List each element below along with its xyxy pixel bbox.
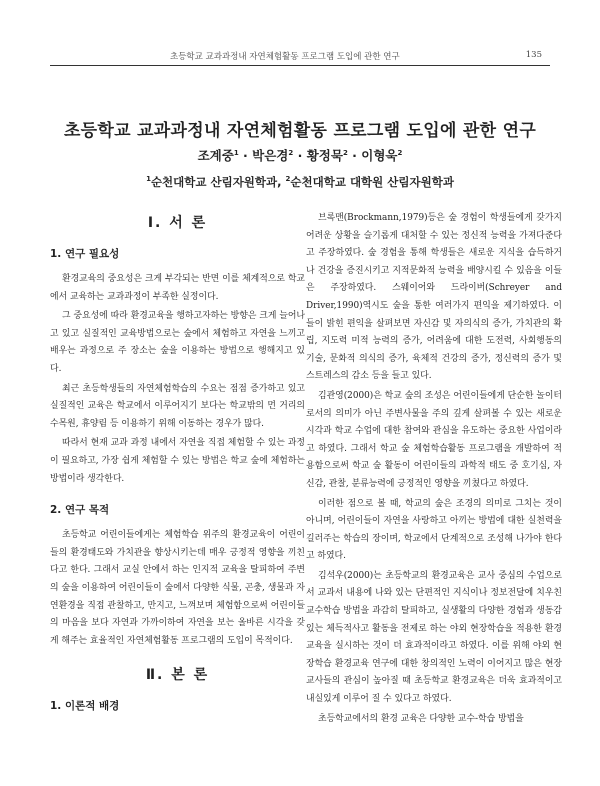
page-number: 135 <box>525 50 542 60</box>
author-separator: · <box>347 148 362 163</box>
body-paragraph: 김관영(2000)은 학교 숲의 조성은 어린이들에게 단순한 놀이터로서의 의미가 아닌 주변사물을 주의 깊게 살펴볼 수 있는 새로운 시각과 학교 수업에 대한 참여와 관심을 유도하는 중요한 사업이라고 하였다. 그래서 학교 숲 체험학습활동 프로그램을 개발하여 적용함으로써 학교 숲 활동이 어린이들의 과학적 태도 중 호기심, 자신감, 관찰, 분류능력에 긍정적인 영향을 끼쳤다고 하였다. <box>306 390 562 489</box>
author-name: 박은경 <box>252 148 289 163</box>
author-affiliation-mark: 1 <box>233 149 239 157</box>
running-head-title: 초등학교 교과과정내 자연체험활동 프로그램 도입에 관한 연구 <box>170 52 400 62</box>
section-heading: Ⅰ. 서 론 <box>147 215 208 231</box>
subsection-heading: 1. 이론적 배경 <box>50 700 120 713</box>
author-name: 황정묵 <box>306 148 343 163</box>
author-name: 이형욱 <box>361 148 398 163</box>
body-paragraph: 초등학교에서의 환경 교육은 다양한 교수-학습 방법을 <box>318 713 524 724</box>
affiliation-text: 순천대학교 대학원 산림자원학과 <box>290 175 454 189</box>
author-affiliation-mark: 2 <box>288 149 294 157</box>
author-list <box>0 146 600 164</box>
body-paragraph: 이러한 점으로 볼 때, 학교의 숲은 조경의 의미로 그치는 것이 아니며, 어린이들이 자연을 사랑하고 아끼는 방법에 대한 실천력을 길러주는 학습의 장이며, 학교에서 단계적으로 조성해 나가야 한다고 하였다. <box>306 498 562 562</box>
subsection-heading: 1. 연구 필요성 <box>50 248 120 260</box>
right-column <box>306 210 562 730</box>
body-paragraph: 그 중요성에 따라 환경교육을 행하고자하는 방향은 크게 늘어나고 있고 실질적인 교육방법으로는 숲에서 체험하고 자연을 느끼고 배우는 과정으로 주 장소는 숲을 이용하는 방법으로 행해지고 있다. <box>50 311 305 374</box>
body-paragraph: 따라서 현재 교과 과정 내에서 자연을 직접 체험할 수 있는 과정이 필요하고, 가장 쉽게 체험할 수 있는 방법은 학교 숲에 체험하는 방법이라 생각한다. <box>50 438 305 484</box>
left-column <box>50 210 305 723</box>
author-affiliation-mark: 2 <box>397 149 403 157</box>
affiliation-text: 순천대학교 산림자원학과, <box>150 175 286 189</box>
body-paragraph: 환경교육의 중요성은 크게 부각되는 반면 이를 체계적으로 학교에서 교육하는 교과과정이 부족한 실정이다. <box>50 274 305 302</box>
body-paragraph: 최근 초등학생들의 자연체험학습의 수요는 점점 증가하고 있고 실질적인 교육은 학교에서 이루어지기 보다는 학교밖의 먼 거리의 수목원, 휴양림 등 이용하기 위해 이동하는 경우가 많다. <box>50 383 305 429</box>
author-separator: · <box>293 148 307 163</box>
subsection-heading: 2. 연구 목적 <box>50 504 110 517</box>
body-paragraph: 초등학교 어린이들에게는 체험학습 위주의 환경교육이 어린이들의 환경태도와 가치관을 향상시키는데 매우 긍정적 영향을 끼친다고 한다. 그래서 교실 안에서 하는 인지적 교육을 탈피하여 주변의 숲을 이용하여 어린이들이 숲에서 다양한 식물, 곤충, 생물과 자연환경을 직접 관찰하고, 만지고, 느껴보며 체험함으로써 어린이들의 마음을 보다 자연과 가까이하여 자연을 보는 올바른 시각을 갖게 해주는 효율적인 자연체험활동 프로그램의 도입이 목적이다. <box>50 530 305 646</box>
header-divider <box>50 65 550 66</box>
affiliation-mark: 1 <box>146 175 151 183</box>
author-name: 조계중 <box>197 148 234 163</box>
body-paragraph: 김석우(2000)는 초등학교의 환경교육은 교사 중심의 수업으로서 교과서 내용에 나와 있는 단편적인 지식이나 정보전달에 치우친 교수학습 방법을 과감히 탈피하고, 실생활의 다양한 경험과 생동감 있는 체득적사고 활동을 전제로 하는 야외 현장학습을 적용한 환경교육을 실시하는 것이 더 효과적이라고 하였다. 이를 위해 야외 현장학습 환경교육 연구에 대한 창의적인 노력이 이어지고 많은 현장 교사들의 관심이 높아질 때 초등학교 환경교육은 더욱 효과적이고 내실있게 이루어 질 수 있다고 하였다. <box>306 570 562 705</box>
author-separator: · <box>238 148 253 163</box>
section-heading: Ⅱ. 본 론 <box>145 667 210 684</box>
body-paragraph: 브록맨(Brockmann,1979)등은 숲 경험이 학생들에게 갖가지 어려운 상황을 슬기롭게 대처할 수 있는 정신적 능력을 가져다준다고 주장하였다. 숲 경험을 통해 학생들은 새로운 지식을 습득하거나 건강을 증진시키고 지적문화적 능력을 배양시킬 수 있음을 이들은 주장하였다. 스웨이어와 드라이버(Schreyer and Driver,1990)역시도 숲을 통한 여러가지 편익을 제기하였다. 이들이 밝힌 편익을 살펴보면 자신감 및 자의식의 증가, 가치관의 확립, 지도력 미적 능력의 증가, 어려움에 대한 도전력, 사회행동의 기술, 문화적 의식의 증가, 육체적 건강의 증가, 정신력의 증가 및 스트레스의 감소 등을 들고 있다. <box>306 213 562 382</box>
author-affiliation-mark: 2 <box>342 149 348 157</box>
paper-title: 초등학교 교과과정내 자연체험활동 프로그램 도입에 관한 연구 <box>63 121 537 141</box>
affiliation-mark: 2 <box>285 175 291 183</box>
affiliations <box>0 174 600 190</box>
